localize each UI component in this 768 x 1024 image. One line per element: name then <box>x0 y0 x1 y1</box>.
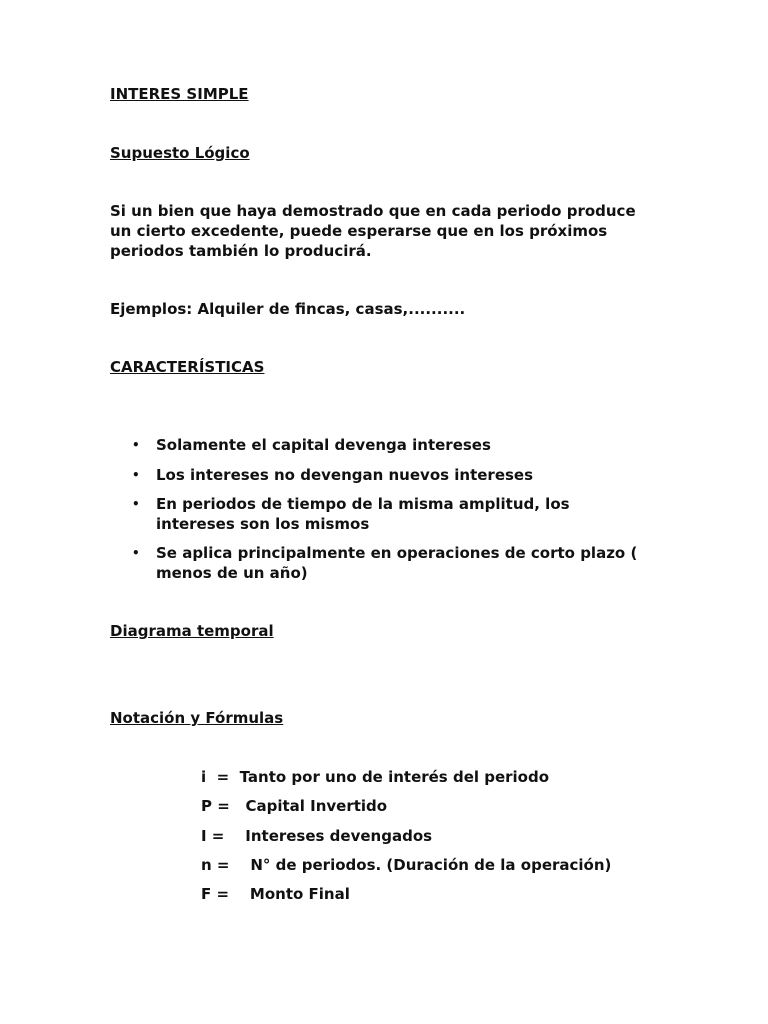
caracteristicas-heading: CARACTERÍSTICAS <box>110 358 265 376</box>
notation-item: n = N° de periodos. (Duración de la operación) <box>201 855 612 874</box>
paragraph-line: periodos también lo producirá. <box>110 242 372 260</box>
list-item <box>110 436 670 456</box>
list-item-line: En periodos de tiempo de la misma amplitud, los <box>156 495 570 513</box>
list-item <box>110 495 670 534</box>
supuesto-heading: Supuesto Lógico <box>110 144 250 162</box>
notation-item: P = Capital Invertido <box>201 797 388 816</box>
notation-item: I = Intereses devengados <box>201 826 433 845</box>
list-item <box>110 466 670 486</box>
paragraph-line: Si un bien que haya demostrado que en cada periodo produce <box>110 202 636 220</box>
examples-line: Ejemplos: Alquiler de fincas, casas,.......... <box>110 300 466 318</box>
list-item-line: Se aplica principalmente en operaciones de corto plazo ( <box>156 544 638 562</box>
notation-item: F = Monto Final <box>201 885 350 904</box>
list-item-line: Los intereses no devengan nuevos intereses <box>156 465 534 484</box>
notacion-heading: Notación y Fórmulas <box>110 709 284 727</box>
bullet-icon: • <box>132 438 140 452</box>
list-item <box>110 544 670 583</box>
list-item-line: menos de un año) <box>156 563 308 582</box>
diagrama-heading: Diagrama temporal <box>110 622 274 640</box>
notacion-list <box>201 768 611 914</box>
bullet-icon: • <box>132 546 140 560</box>
bullet-icon: • <box>132 467 140 482</box>
paragraph-line: un cierto excedente, puede esperarse que en los próximos <box>110 222 608 240</box>
list-item-line: Solamente el capital devenga intereses <box>156 436 491 454</box>
bullet-icon: • <box>132 497 140 511</box>
supuesto-paragraph <box>110 201 670 261</box>
list-item-line: intereses son los mismos <box>156 514 370 533</box>
caracteristicas-list <box>110 436 670 593</box>
notation-item: i = Tanto por uno de interés del periodo <box>201 768 550 786</box>
document-title: INTERES SIMPLE <box>110 85 249 103</box>
